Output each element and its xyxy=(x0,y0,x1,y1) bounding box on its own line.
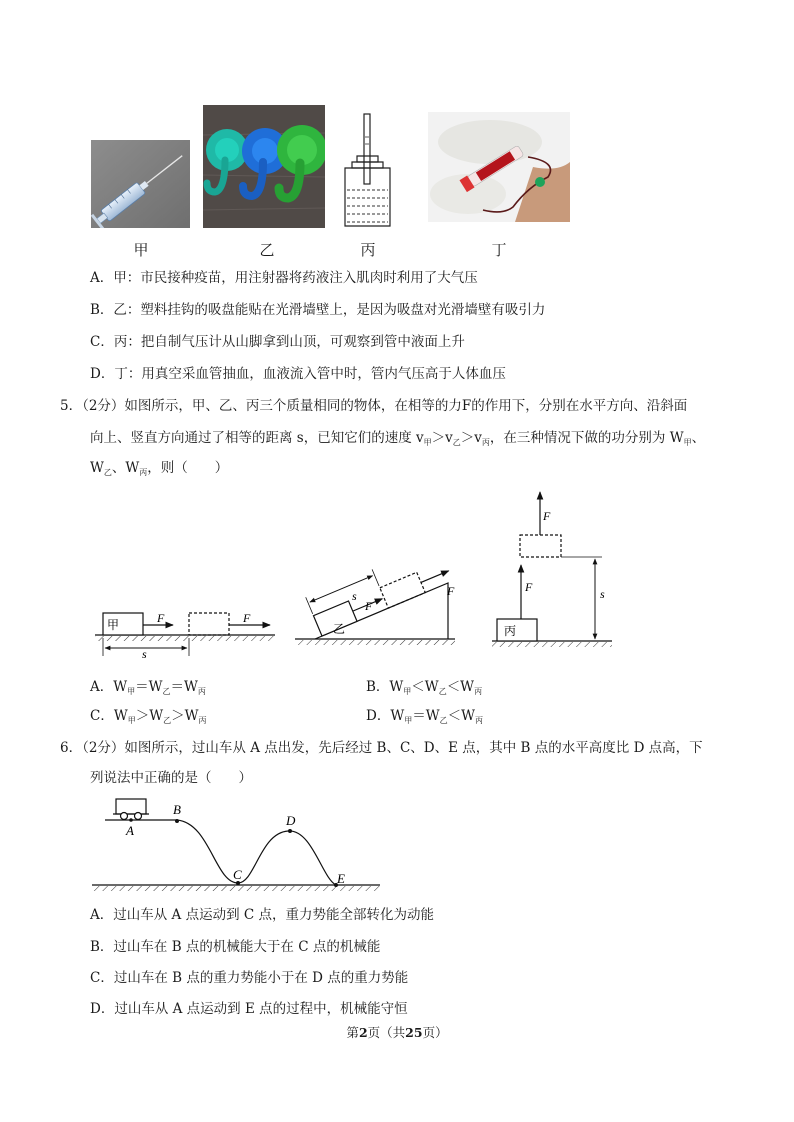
q5-option-d[interactable]: D．$W_甲=W_乙<W_丙$ xyxy=(366,708,483,725)
fig-dist-3: s xyxy=(600,587,605,601)
coaster-car-icon xyxy=(113,799,149,820)
fig-force-2: F xyxy=(243,611,251,625)
caption-ding: 丁 xyxy=(491,241,507,259)
syringe-photo xyxy=(91,140,190,228)
fig-dist-1: s xyxy=(142,647,147,661)
q6-stem-line2: 列说法中正确的是（ ） xyxy=(90,770,252,786)
fig-label-jia: 甲 xyxy=(107,618,120,632)
point-a-label: A xyxy=(126,823,134,838)
q4-option-a[interactable]: A．甲：市民接种疫苗，用注射器将药液注入肌肉时利用了大气压 xyxy=(90,270,478,286)
q4-option-b[interactable]: B．乙：塑料挂钩的吸盘能贴在光滑墙壁上，是因为吸盘对光滑墙壁有吸引力 xyxy=(90,302,546,318)
q5-option-a[interactable]: A．$W_甲=W_乙=W_丙$ xyxy=(90,679,206,696)
q5-stem-line1: 5．（2分）如图所示，甲、乙、丙三个质量相同的物体，在相等的力F的作用下，分别在水平方向、沿斜面 xyxy=(60,398,688,414)
page-footer: 第2页（共25页） xyxy=(346,1025,448,1040)
q4-option-d[interactable]: D．丁：用真空采血管抽血，血液流入管中时，管内气压高于人体血压 xyxy=(90,366,506,382)
barometer-bottle-drawing xyxy=(340,112,395,230)
fig-label-yi: 乙 xyxy=(333,622,346,636)
q4-option-c[interactable]: C．丙：把自制气压计从山脚拿到山顶，可观察到管中液面上升 xyxy=(90,334,465,350)
fig-force-6: F xyxy=(543,509,551,523)
suction-hooks-photo xyxy=(203,105,325,228)
fig-force-1: F xyxy=(157,611,165,625)
q5-option-b[interactable]: B．$W_甲<W_乙<W_丙$ xyxy=(366,679,483,696)
fig-force-3: F xyxy=(365,599,373,613)
q6-option-d[interactable]: D．过山车从 A 点运动到 E 点的过程中，机械能守恒 xyxy=(90,1001,408,1017)
q6-stem-line1: 6．（2分）如图所示，过山车从 A 点出发，先后经过 B、C、D、E 点，其中 B 点的水平高度比 D 点高，下 xyxy=(60,740,703,756)
caption-bing: 丙 xyxy=(360,241,376,259)
fig-dist-2: s xyxy=(352,589,357,603)
point-b-label: B xyxy=(173,802,181,817)
q5-stem-line3: $W_乙$、$W_丙$，则（ ） xyxy=(90,460,229,477)
q6-option-a[interactable]: A．过山车从 A 点运动到 C 点，重力势能全部转化为动能 xyxy=(90,907,434,923)
blood-draw-photo xyxy=(428,112,570,222)
q6-option-b[interactable]: B．过山车在 B 点的机械能大于在 C 点的机械能 xyxy=(90,939,381,955)
fig-force-5: F xyxy=(525,580,533,594)
q5-option-c[interactable]: C．$W_甲>W_乙>W_丙$ xyxy=(90,708,207,725)
fig-label-bing: 丙 xyxy=(504,624,517,638)
point-c-label: C xyxy=(233,867,242,882)
q6-option-c[interactable]: C．过山车在 B 点的重力势能小于在 D 点的重力势能 xyxy=(90,970,409,986)
caption-yi: 乙 xyxy=(259,241,275,259)
point-e-label: E xyxy=(337,871,345,886)
fig-incline xyxy=(295,542,455,645)
point-d-label: D xyxy=(286,813,296,828)
q5-stem-line2: 向上、竖直方向通过了相等的距离 s，已知它们的速度 $v_甲>v_乙>v_丙$，在三种情况下做的功分别为 $W_甲$、 xyxy=(90,430,706,447)
q5-figure xyxy=(90,488,630,663)
fig-force-4: F xyxy=(447,584,455,598)
q6-rollercoaster-figure xyxy=(90,793,390,903)
caption-jia: 甲 xyxy=(133,241,149,259)
